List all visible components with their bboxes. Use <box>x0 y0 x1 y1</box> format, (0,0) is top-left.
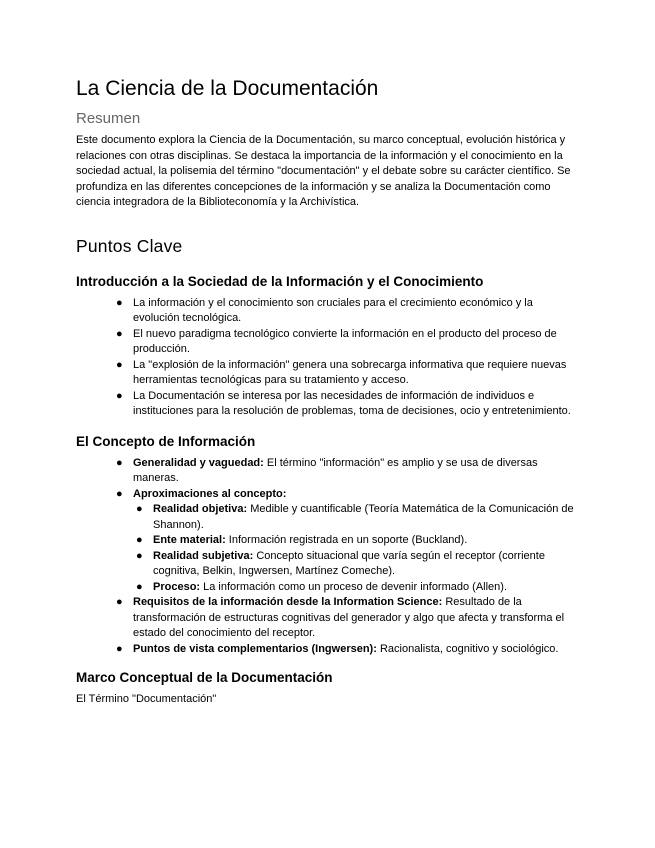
sub-list-item <box>133 502 579 533</box>
list-item <box>76 389 579 420</box>
list-item <box>76 642 579 658</box>
list-item-text: El nuevo paradigma tecnológico convierte la información en el producto del proceso de producción. <box>133 327 557 355</box>
page-title: La Ciencia de la Documentación <box>76 77 379 100</box>
bullet-icon: ● <box>116 389 123 402</box>
sub-item-label: Realidad subjetiva: <box>153 549 254 562</box>
abstract-text: Este documento explora la Ciencia de la Documentación, su marco conceptual, evolución histórica y relaciones con otras disciplinas. Se destaca la importancia de la información y el conocimiento en la sociedad actual, la polisemia del término "documentación" y el debate sobre su carácter científico. Se profundiza en las diferentes concepciones de la información y se analiza la Documentación como ciencia integradora de la Biblioteconomía y la Archivística. <box>76 134 571 208</box>
list-item-text: Racionalista, cognitivo y sociológico. <box>376 642 559 655</box>
sub-item-text: La información como un proceso de devenir informado (Allen). <box>200 580 508 593</box>
list-item <box>76 456 579 487</box>
bullet-icon: ● <box>116 642 123 655</box>
abstract-subtitle: Resumen <box>76 110 141 127</box>
list-item <box>76 595 579 642</box>
list-item-label: Generalidad y vaguedad: <box>133 456 264 469</box>
list-item-text: La Documentación se interesa por las necesidades de información de individuos e instituciones para la resolución de problemas, toma de decisiones, ocio y entretenimiento. <box>133 389 571 417</box>
list-item <box>76 487 579 596</box>
section-heading-conceptual-framework: Marco Conceptual de la Documentación <box>76 670 333 685</box>
bullet-icon: ● <box>136 534 143 546</box>
sub-item-label: Proceso: <box>153 580 201 593</box>
bullet-icon: ● <box>136 580 143 593</box>
sub-item-text: Concepto situacional que varía según el receptor (corriente cognitiva, Belkin, Ingwersen, Martínez Comeche). <box>153 549 545 577</box>
information-concept-list <box>76 456 579 658</box>
list-item-text: La información y el conocimiento son cruciales para el crecimiento económico y la evolución tecnológica. <box>133 296 533 324</box>
sub-list-item <box>133 533 579 549</box>
sub-item-label: Realidad objetiva: <box>153 503 248 515</box>
subsection-heading-term: El Término "Documentación" <box>76 693 217 705</box>
sub-item-label: Ente material: <box>153 534 226 546</box>
bullet-icon: ● <box>116 596 123 608</box>
sub-item-text: Medible y cuantificable (Teoría Matemática de la Comunicación de Shannon). <box>153 503 574 531</box>
list-item <box>76 358 579 389</box>
information-society-list <box>76 296 579 420</box>
bullet-icon: ● <box>136 503 143 515</box>
list-item-label: Puntos de vista complementarios (Ingwersen): <box>133 642 377 655</box>
bullet-icon: ● <box>116 327 123 340</box>
bullet-icon: ● <box>116 296 123 309</box>
bullet-icon: ● <box>136 549 143 562</box>
list-item-text: El término "información" es amplio y se usa de diversas maneras. <box>133 456 538 484</box>
key-points-heading: Puntos Clave <box>76 235 183 256</box>
sub-list-item <box>133 549 579 580</box>
list-item-text: La "explosión de la información" genera una sobrecarga informativa que requiere nuevas herramientas tecnológicas para su tratamiento y acceso. <box>133 358 567 386</box>
bullet-icon: ● <box>116 456 123 469</box>
list-item <box>76 327 579 358</box>
list-item-label: Aproximaciones al concepto: <box>133 487 287 500</box>
bullet-icon: ● <box>116 487 123 500</box>
bullet-icon: ● <box>116 358 123 371</box>
list-item-text: Resultado de la transformación de estructuras cognitivas del generador y algo que afecta y transforma el estado del conocimiento del receptor. <box>133 596 565 639</box>
sub-list-item <box>133 580 579 596</box>
approaches-sublist <box>133 502 579 595</box>
list-item-label: Requisitos de la información desde la Information Science: <box>133 596 443 608</box>
section-heading-information-society: Introducción a la Sociedad de la Información y el Conocimiento <box>76 273 484 289</box>
sub-item-text: Información registrada en un soporte (Buckland). <box>225 534 468 546</box>
section-heading-information-concept: El Concepto de Información <box>76 433 256 449</box>
list-item <box>76 296 579 327</box>
